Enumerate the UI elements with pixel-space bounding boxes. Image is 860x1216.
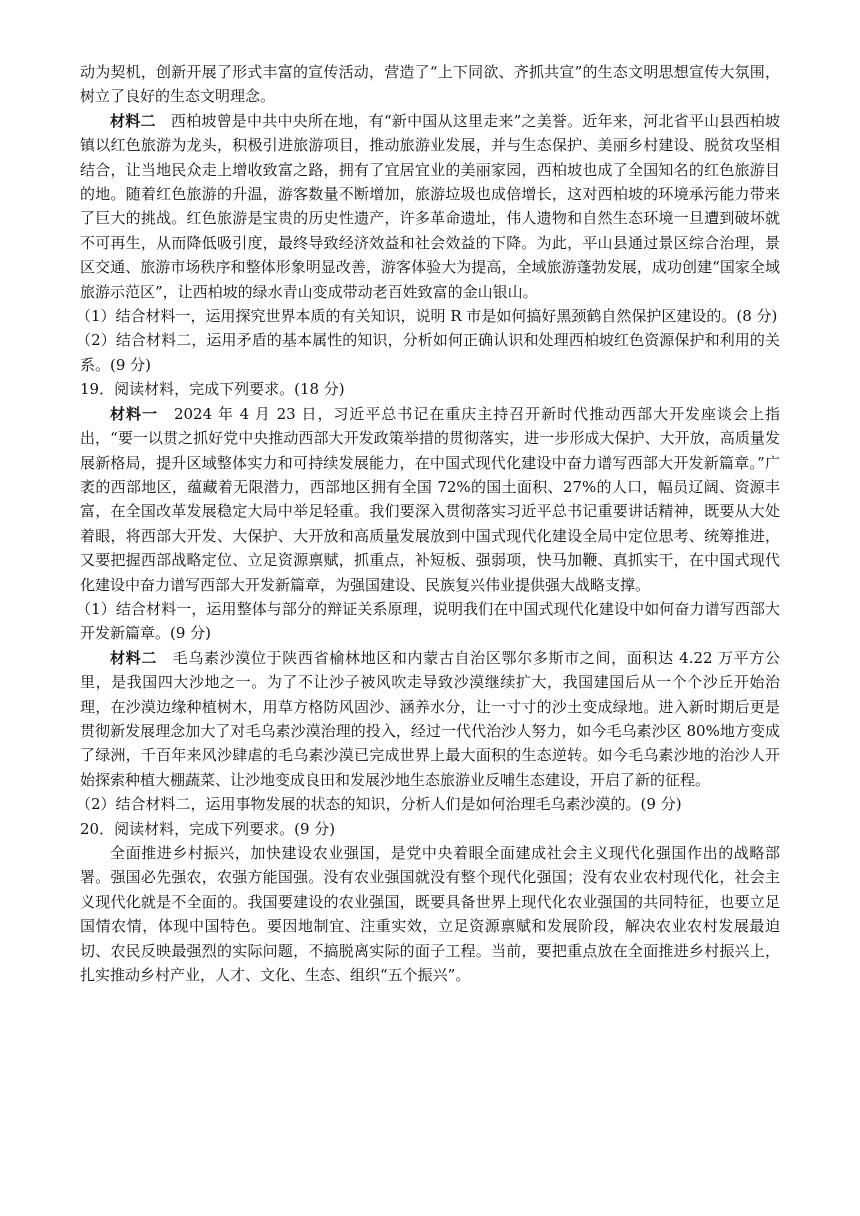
material-two-paragraph <box>80 109 780 304</box>
material-label: 材料二 <box>110 111 156 130</box>
material-label: 材料一 <box>110 404 158 423</box>
question-19-1: （1）结合材料一，运用整体与部分的辩证关系原理，说明我们在中国式现代化建设中如何奋力谱写西部大开发新篇章。(9 分) <box>76 599 780 643</box>
paragraph-continuation: 动为契机，创新开展了形式丰富的宣传活动，营造了“上下同欲、齐抓共宣”的生态文明思想宣传大氛围，树立了良好的生态文明理念。 <box>80 63 780 106</box>
material-paragraph: 全面推进乡村振兴，加快建设农业强国，是党中央着眼全面建成社会主义现代化强国作出的战略部署。强国必先强农，农强方能国强。没有农业强国就没有整个现代化强国；没有农业农村现代化，社会主义现代化就是不全面的。我国要建设的农业强国，既要具备世界上现代化农业强国的共同特征，也要立足国情农情，体现中国特色。要因地制宜、注重实效，立足资源禀赋和发展阶段，解决农业农村发展最迫切、农民反映最强烈的实际问题，不搞脱离实际的面子工程。当前，要把重点放在全面推进乡村振兴上，扎实推动乡村产业，人才、文化、生态、组织“五个振兴”。 <box>80 844 780 985</box>
question-18-2: （2）结合材料二，运用矛盾的基本属性的知识，分析如何正确认识和处理西柏坡红色资源保护和利用的关系。(9 分) <box>76 331 780 374</box>
material-text: 西柏坡曾是中共中央所在地，有“新中国从这里走来”之美誉。近年来，河北省平山县西柏坡镇以红色旅游为龙头，积极引进旅游项目，推动旅游业发展，并与生态保护、美丽乡村建设、脱贫攻坚相结合，让当地民众走上增收致富之路，拥有了宜居宜业的美丽家园，西柏坡也成了全国知名的红色旅游目的地。随着红色旅游的升温，游客数量不断增加，旅游垃圾也成倍增长，这对西柏坡的环境承污能力带来了巨大的挑战。红色旅游是宝贵的历史性遗产，许多革命遗址，伟人遗物和自然生态环境一旦遭到破坏就不可再生，从而降低吸引度，最终导致经济效益和社会效益的下降。为此，平山县通过景区综合治理，景区交通、旅游市场秩序和整体形象明显改善，游客体验大为提高，全域旅游蓬勃发展，成功创建“国家全域旅游示范区”，让西柏坡的绿水青山变成带动老百姓致富的金山银山。 <box>80 111 780 301</box>
question-20-heading: 20．阅读材料，完成下列要求。(9 分) <box>80 819 336 838</box>
question-19-heading: 19．阅读材料，完成下列要求。(18 分) <box>80 380 345 399</box>
material-text: 2024 年 4 月 23 日，习近平总书记在重庆主持召开新时代推动西部大开发座谈会上指出，“要一以贯之抓好党中央推动西部大开发政策举措的贯彻落实，进一步形成大保护、大开放，高质量发展新格局，提升区域整体实力和可持续发展能力，在中国式现代化建设中奋力谱写西部大开发新篇章。”广袤的西部地区，蕴藏着无限潜力，西部地区拥有全国 72%的国土面积、27%的人口，幅员辽阔、资源丰富，在全国改革发展稳定大局中举足轻重。我们要深入贯彻落实习近平总书记重要讲话精神，既要从大处着眼，将西部大开发、大保护、大开放和高质量发展放到中国式现代化建设全局中定位思考、统筹推进，又要把握西部战略定位、立足资源禀赋，抓重点，补短板、强弱项，快马加鞭、真抓实干，在中国式现代化建设中奋力谱写西部大开发新篇章，为强国建设、民族复兴伟业提供强大战略支撑。 <box>80 404 780 594</box>
material-label: 材料二 <box>110 648 157 667</box>
question-19-2: （2）结合材料二，运用事物发展的状态的知识，分析人们是如何治理毛乌素沙漠的。(9 分) <box>76 795 682 814</box>
material-two-paragraph <box>80 646 780 792</box>
document-page <box>76 60 780 987</box>
material-one-paragraph <box>80 402 780 597</box>
material-text: 毛乌素沙漠位于陕西省榆林地区和内蒙古自治区鄂尔多斯市之间，面积达 4.22 万平方公里，是我国四大沙地之一。为了不让沙子被风吹走导致沙漠继续扩大，我国建国后从一个个沙丘开始治理，在沙漠边缘种植树木，用草方格防风固沙、涵养水分，让一寸寸的沙土变成绿地。进入新时期后更是贯彻新发展理念加大了对毛乌素沙漠治理的投入，经过一代代治沙人努力，如今毛乌素沙区 80%地方变成了绿洲，千百年来风沙肆虐的毛乌素沙漠已完成世界上最大面积的生态逆转。如今毛乌素沙地的治沙人开始探索种植大棚蔬菜、让沙地变成良田和发展沙地生态旅游业反哺生态建设，开启了新的征程。 <box>80 648 780 789</box>
question-18-1: （1）结合材料一，运用探究世界本质的有关知识，说明 R 市是如何搞好黑颈鹤自然保护区建设的。(8 分) <box>76 307 778 326</box>
